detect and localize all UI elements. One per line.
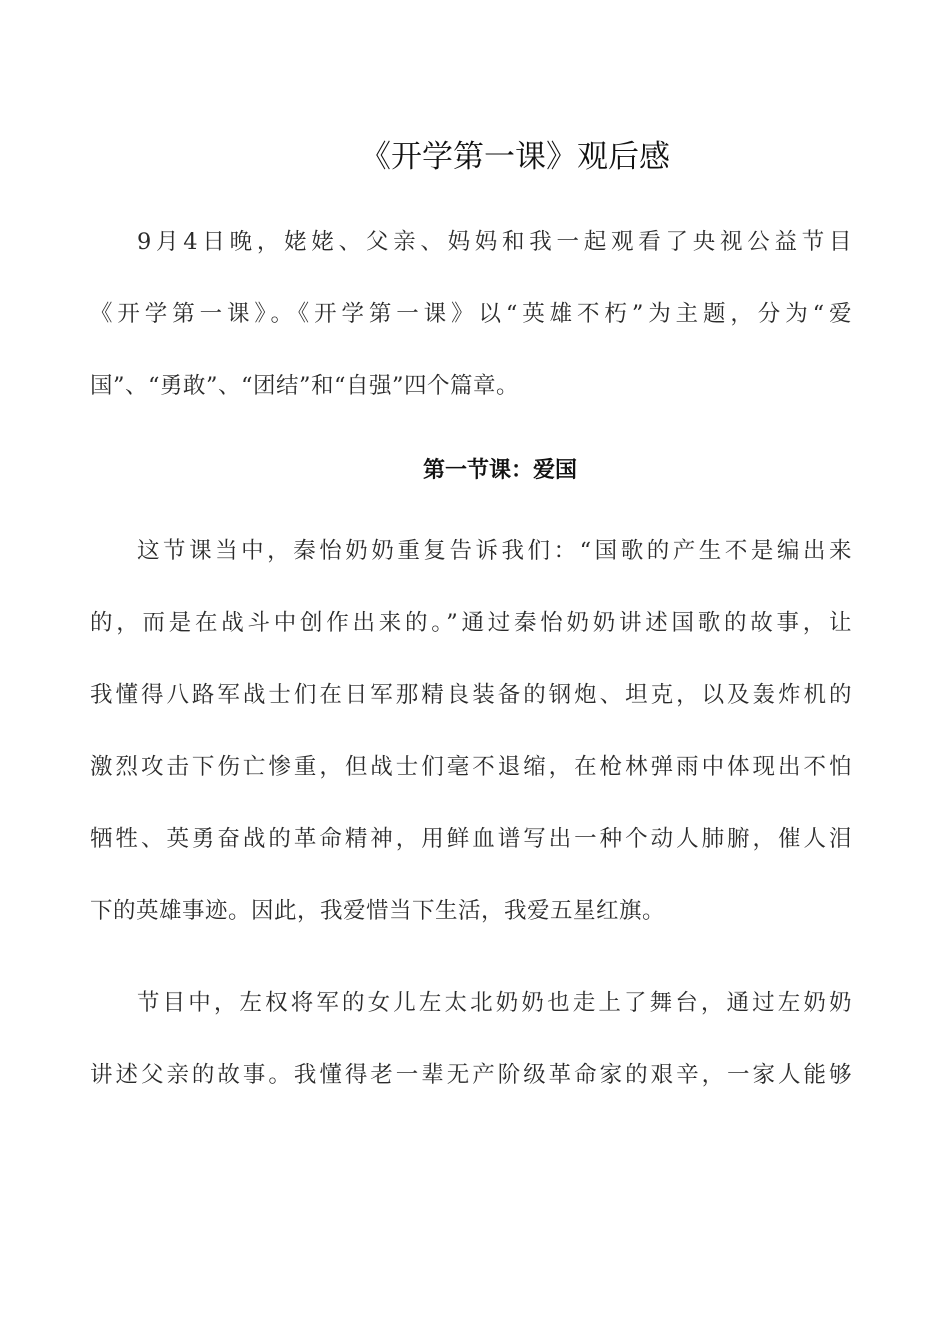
paragraph-line: 下的英雄事迹。因此，我爱惜当下生活，我爱五星红旗。: [90, 898, 666, 924]
paragraph-line: 节目中，左权将军的女儿左太北奶奶也走上了舞台，通过左奶奶: [137, 990, 852, 1016]
document-title: 《开学第一课》观后感: [360, 139, 670, 175]
paragraph-line: 《开学第一课》。《开学第一课》以“英雄不朽”为主题，分为“爱: [90, 301, 852, 327]
paragraph-patriotism: [90, 515, 852, 947]
section-heading: 第一节课：爱国: [422, 458, 577, 483]
paragraph-line: 讲述父亲的故事。我懂得老一辈无产阶级革命家的艰辛，一家人能够: [90, 1062, 852, 1088]
paragraph-zuo-quan: [90, 967, 852, 1111]
paragraph-line: 我懂得八路军战士们在日军那精良装备的钢炮、坦克，以及轰炸机的: [90, 682, 852, 708]
paragraph-line: 的，而是在战斗中创作出来的。”通过秦怡奶奶讲述国歌的故事，让: [90, 610, 852, 636]
paragraph-line: 9月4日晚，姥姥、父亲、妈妈和我一起观看了央视公益节目: [137, 229, 852, 255]
paragraph-line: 牺牲、英勇奋战的革命精神，用鲜血谱写出一种个动人肺腑，催人泪: [90, 826, 852, 852]
paragraph-line: 激烈攻击下伤亡惨重，但战士们毫不退缩，在枪林弹雨中体现出不怕: [90, 754, 852, 780]
paragraph-intro: [90, 206, 852, 422]
paragraph-line: 国”、“勇敢”、“团结”和“自强”四个篇章。: [90, 373, 520, 399]
paragraph-line: 这节课当中，秦怡奶奶重复告诉我们：“国歌的产生不是编出来: [137, 538, 852, 564]
